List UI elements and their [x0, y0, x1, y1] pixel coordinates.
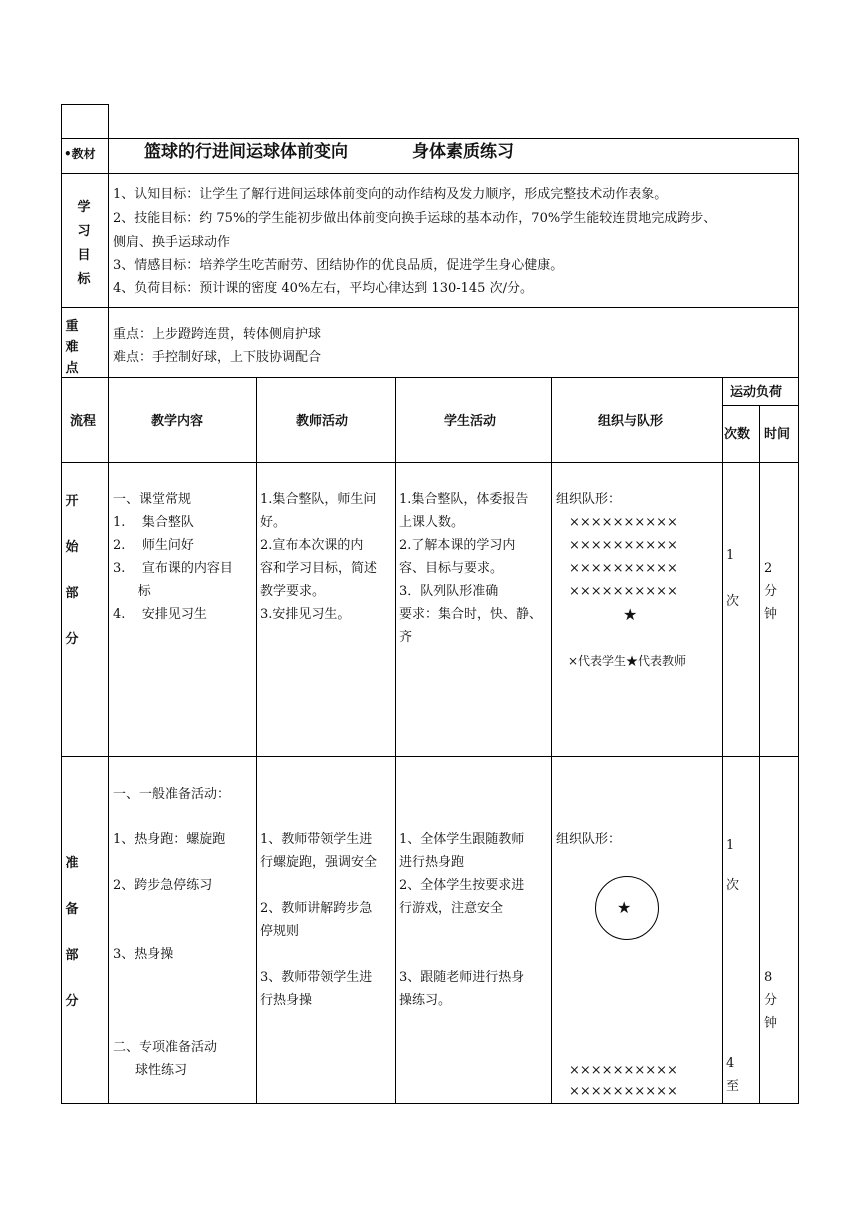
teacher-star-icon: ★ — [617, 898, 632, 917]
goal-line: 侧肩、换手运球动作 — [113, 235, 231, 250]
material-label: •教材 — [64, 147, 96, 161]
header-teacher: 教师活动 — [296, 414, 349, 429]
header-count: 次数 — [724, 427, 751, 442]
page-subtitle: 身体素质练习 — [412, 142, 514, 162]
goal-line: 3、情感目标：培养学生吃苦耐劳、团结协作的优良品质，促进学生身心健康。 — [113, 258, 564, 273]
header-org: 组织与队形 — [598, 414, 664, 429]
student-row: ×××××××××× — [569, 584, 678, 599]
page-title: 篮球的行进间运球体前变向 — [144, 142, 348, 162]
goal-line: 4、负荷目标：预计课的密度 40%左右，平均心律达到 130-145 次/分。 — [113, 281, 533, 296]
student-row: ×××××××××× — [569, 538, 678, 553]
student-row: ×××××××××× — [569, 1063, 678, 1078]
key-difficulty: 难点：手控制好球，上下肢协调配合 — [113, 350, 322, 365]
header-load: 运动负荷 — [730, 385, 783, 400]
header-process: 流程 — [70, 414, 97, 429]
student-row: ×××××××××× — [569, 561, 678, 576]
student-row: ×××××××××× — [569, 515, 678, 530]
formation-legend: ×代表学生★代表教师 — [568, 654, 687, 668]
goal-line: 2、技能目标：约 75%的学生能初步做出体前变向换手运球的基本动作，70%学生能较连贯地完成跨步、 — [113, 211, 717, 226]
student-row: ×××××××××× — [569, 1084, 678, 1099]
header-time: 时间 — [764, 427, 791, 442]
goal-line: 1、认知目标：让学生了解行进间运球体前变向的动作结构及发力顺序，形成完整技术动作表象。 — [113, 187, 668, 202]
header-content: 教学内容 — [151, 414, 204, 429]
teacher-star-icon: ★ — [623, 605, 638, 624]
key-point: 重点：上步蹬跨连贯，转体侧肩护球 — [113, 327, 322, 342]
header-student: 学生活动 — [444, 414, 497, 429]
